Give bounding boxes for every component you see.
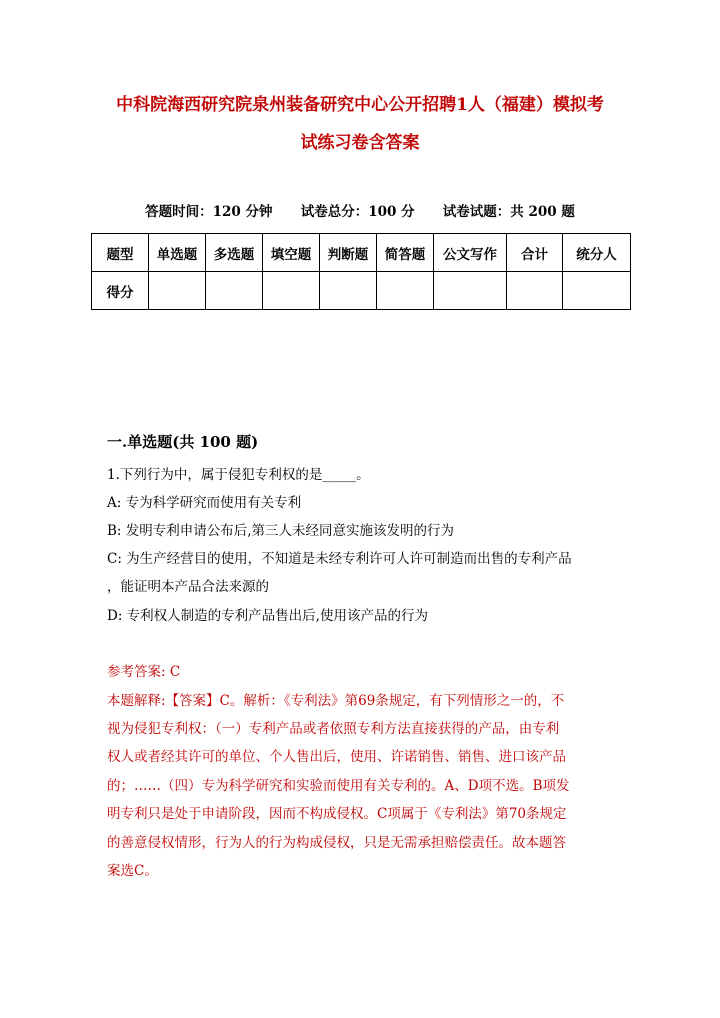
score-header-cell: 公文写作	[434, 234, 507, 272]
section-heading: 一.单选题(共 100 题)	[107, 433, 259, 451]
score-header-cell: 判断题	[320, 234, 377, 272]
option-c-continued: ，能证明本产品合法来源的	[107, 579, 269, 595]
score-header-cell: 多选题	[206, 234, 263, 272]
score-table-score-row	[92, 272, 631, 310]
score-input-cell[interactable]	[507, 272, 563, 310]
score-row-label: 得分	[92, 272, 149, 310]
score-input-cell[interactable]	[263, 272, 320, 310]
explanation-line: 本题解释:【答案】C。解析：《专利法》第69条规定，有下列情形之一的，不	[107, 693, 565, 709]
option-d: D: 专利权人制造的专利产品售出后,使用该产品的行为	[107, 608, 428, 624]
score-header-cell: 填空题	[263, 234, 320, 272]
answer-label: 参考答案: C	[107, 664, 181, 680]
explanation-line: 视为侵犯专利权：（一）专利产品或者依照专利方法直接获得的产品，由专利	[107, 721, 560, 737]
score-header-cell: 简答题	[377, 234, 434, 272]
score-input-cell[interactable]	[377, 272, 434, 310]
score-input-cell[interactable]	[434, 272, 507, 310]
explanation-line: 的；……（四）专为科学研究和实验而使用有关专利的。A、D项不选。B项发	[107, 778, 570, 794]
page-title-line-1: 中科院海西研究院泉州装备研究中心公开招聘1人（福建）模拟考	[116, 95, 604, 115]
option-b: B: 发明专利申请公布后,第三人未经同意实施该发明的行为	[107, 523, 455, 539]
page-title-line-2: 试练习卷含答案	[300, 133, 420, 153]
explanation-line: 的善意侵权情形，行为人的行为构成侵权，只是无需承担赔偿责任。故本题答	[107, 835, 566, 851]
exam-meta-info: 答题时间：120 分钟 试卷总分：100 分 试卷试题：共 200 题	[145, 204, 575, 220]
score-table-header-row	[92, 234, 631, 272]
score-input-cell[interactable]	[206, 272, 263, 310]
option-a: A: 专为科学研究而使用有关专利	[107, 495, 302, 511]
score-input-cell[interactable]	[149, 272, 206, 310]
score-header-cell: 统分人	[563, 234, 631, 272]
question-stem: 1.下列行为中，属于侵犯专利权的是_____。	[107, 467, 370, 483]
explanation-line: 案选C。	[107, 863, 158, 879]
explanation-line: 权人或者经其许可的单位、个人售出后，使用、许诺销售、销售、进口该产品	[107, 749, 566, 765]
score-input-cell[interactable]	[320, 272, 377, 310]
explanation-line: 明专利只是处于申请阶段，因而不构成侵权。C项属于《专利法》第70条规定	[107, 806, 567, 822]
score-header-cell: 单选题	[149, 234, 206, 272]
score-table	[91, 233, 631, 310]
score-header-cell: 题型	[92, 234, 149, 272]
score-input-cell[interactable]	[563, 272, 631, 310]
score-header-cell: 合计	[507, 234, 563, 272]
option-c: C: 为生产经营目的使用，不知道是未经专利许可人许可制造而出售的专利产品	[107, 551, 572, 567]
